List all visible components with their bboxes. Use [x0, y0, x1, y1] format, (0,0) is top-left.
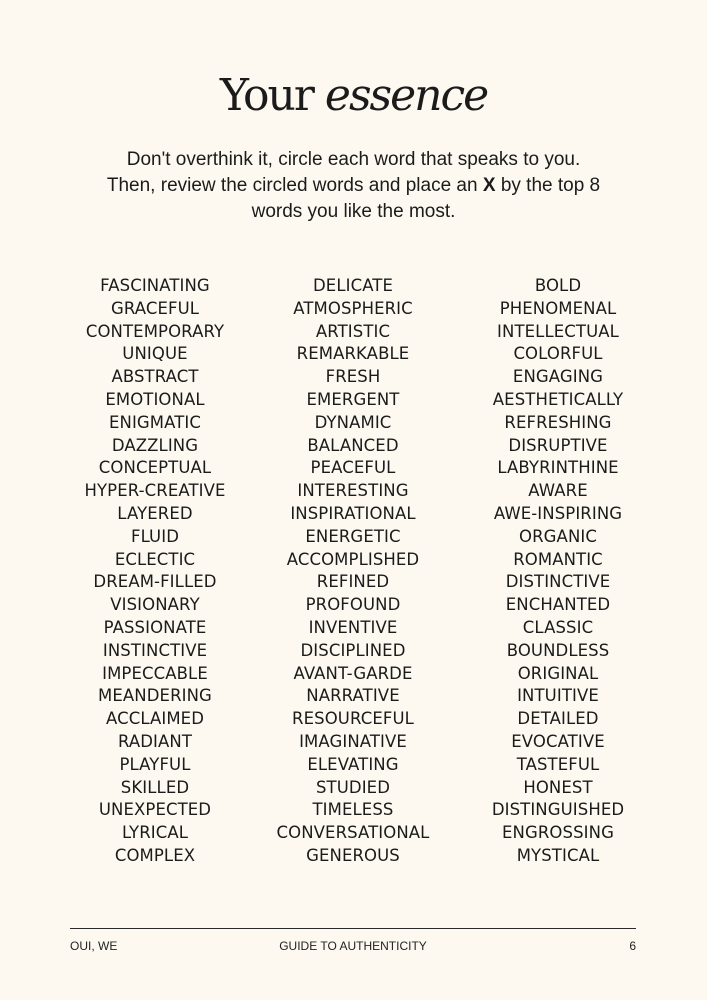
word-item: TASTEFUL [516, 754, 600, 774]
word-item: REFINED [316, 572, 390, 592]
footer-guide-title: GUIDE TO AUTHENTICITY [279, 939, 427, 953]
word-item: COMPLEX [114, 845, 196, 865]
word-item: IMAGINATIVE [299, 731, 407, 751]
word-item: INSTINCTIVE [102, 640, 208, 660]
word-item: RADIANT [117, 731, 193, 751]
word-item: ENGAGING [512, 367, 604, 387]
title-regular: Your [219, 70, 313, 121]
word-item: DISTINCTIVE [505, 572, 611, 592]
word-item: MYSTICAL [516, 845, 600, 865]
word-item: ROMANTIC [513, 549, 603, 569]
word-item: EMERGENT [306, 389, 400, 409]
word-item: INSPIRATIONAL [290, 503, 416, 523]
word-item: FASCINATING [100, 276, 210, 295]
footer [70, 938, 636, 954]
word-item: HYPER-CREATIVE [84, 481, 226, 501]
word-item: IMPECCABLE [102, 663, 208, 683]
word-item: AESTHETICALLY [492, 389, 624, 409]
word-item: FRESH [325, 367, 381, 387]
word-item: PEACEFUL [310, 458, 396, 478]
word-item: COLORFUL [513, 344, 603, 364]
word-item: ENERGETIC [305, 526, 401, 546]
word-item: ORIGINAL [517, 663, 599, 683]
word-item: LABYRINTHINE [497, 458, 619, 478]
word-column-3 [443, 275, 673, 868]
word-item: INVENTIVE [308, 617, 398, 637]
word-item: ACCOMPLISHED [286, 549, 420, 569]
instructions-text [100, 147, 607, 225]
instructions-part-2: by the top 8 words you like the most. [251, 175, 601, 222]
word-item: AWE-INSPIRING [493, 503, 623, 523]
word-item: INTERESTING [297, 481, 409, 501]
word-item: BOLD [534, 276, 582, 295]
word-item: AVANT-GARDE [293, 663, 413, 683]
word-column-1 [40, 275, 270, 868]
word-item: STUDIED [315, 777, 391, 797]
word-item: BOUNDLESS [506, 640, 610, 660]
word-item: GENEROUS [306, 845, 400, 865]
word-item: LYRICAL [121, 823, 189, 843]
word-item: CONTEMPORARY [85, 321, 225, 341]
page-title [0, 66, 707, 126]
instructions-part-1: Don't overthink it, circle each word that speaks to you. Then, review the circled words and place an [106, 149, 581, 196]
footer-brand: OUI, WE [70, 939, 118, 953]
word-item: NARRATIVE [306, 686, 400, 706]
word-item: AWARE [528, 481, 588, 501]
word-item: DETAILED [517, 709, 599, 729]
word-item: HONEST [523, 777, 593, 797]
instructions-x-mark: X [482, 175, 496, 196]
word-item: ORGANIC [519, 526, 597, 546]
word-item: CONVERSATIONAL [276, 823, 430, 843]
word-item: DYNAMIC [314, 412, 392, 432]
footer-page-number: 6 [629, 939, 636, 953]
word-item: LAYERED [117, 503, 193, 523]
word-item: EVOCATIVE [511, 731, 605, 751]
word-item: DELICATE [312, 276, 394, 295]
word-item: ACCLAIMED [105, 709, 205, 729]
word-item: MEANDERING [98, 686, 212, 706]
word-item: EMOTIONAL [105, 389, 205, 409]
word-item: ABSTRACT [111, 367, 199, 387]
word-item: DAZZLING [111, 435, 199, 455]
word-item: DISCIPLINED [300, 640, 406, 660]
word-item: FLUID [130, 526, 179, 546]
word-item: VISIONARY [110, 595, 200, 615]
word-item: REFRESHING [504, 412, 612, 432]
footer-divider [70, 928, 636, 929]
word-item: TIMELESS [312, 800, 394, 820]
word-item: UNEXPECTED [98, 800, 212, 820]
word-item: DISTINGUISHED [491, 800, 625, 820]
word-item: GRACEFUL [110, 298, 200, 318]
word-item: PHENOMENAL [499, 298, 617, 318]
word-item: ELEVATING [307, 754, 399, 774]
word-column-2 [238, 275, 468, 868]
word-item: INTELLECTUAL [497, 321, 619, 341]
word-item: BALANCED [307, 435, 399, 455]
word-item: UNIQUE [122, 344, 188, 364]
title-italic: essence [324, 70, 488, 121]
word-item: ENGROSSING [502, 823, 614, 843]
word-item: PLAYFUL [119, 754, 191, 774]
word-item: PASSIONATE [103, 617, 207, 637]
word-item: ATMOSPHERIC [293, 298, 413, 318]
word-item: CONCEPTUAL [98, 458, 212, 478]
word-item: DISRUPTIVE [508, 435, 608, 455]
word-item: PROFOUND [305, 595, 401, 615]
word-item: CLASSIC [522, 617, 594, 637]
word-item: INTUITIVE [517, 686, 599, 706]
word-item: SKILLED [120, 777, 190, 797]
word-item: REMARKABLE [296, 344, 410, 364]
word-item: ECLECTIC [114, 549, 196, 569]
word-item: ENCHANTED [505, 595, 611, 615]
word-item: ENIGMATIC [108, 412, 202, 432]
word-item: RESOURCEFUL [292, 709, 414, 729]
word-item: DREAM-FILLED [93, 572, 217, 592]
word-item: ARTISTIC [315, 321, 391, 341]
